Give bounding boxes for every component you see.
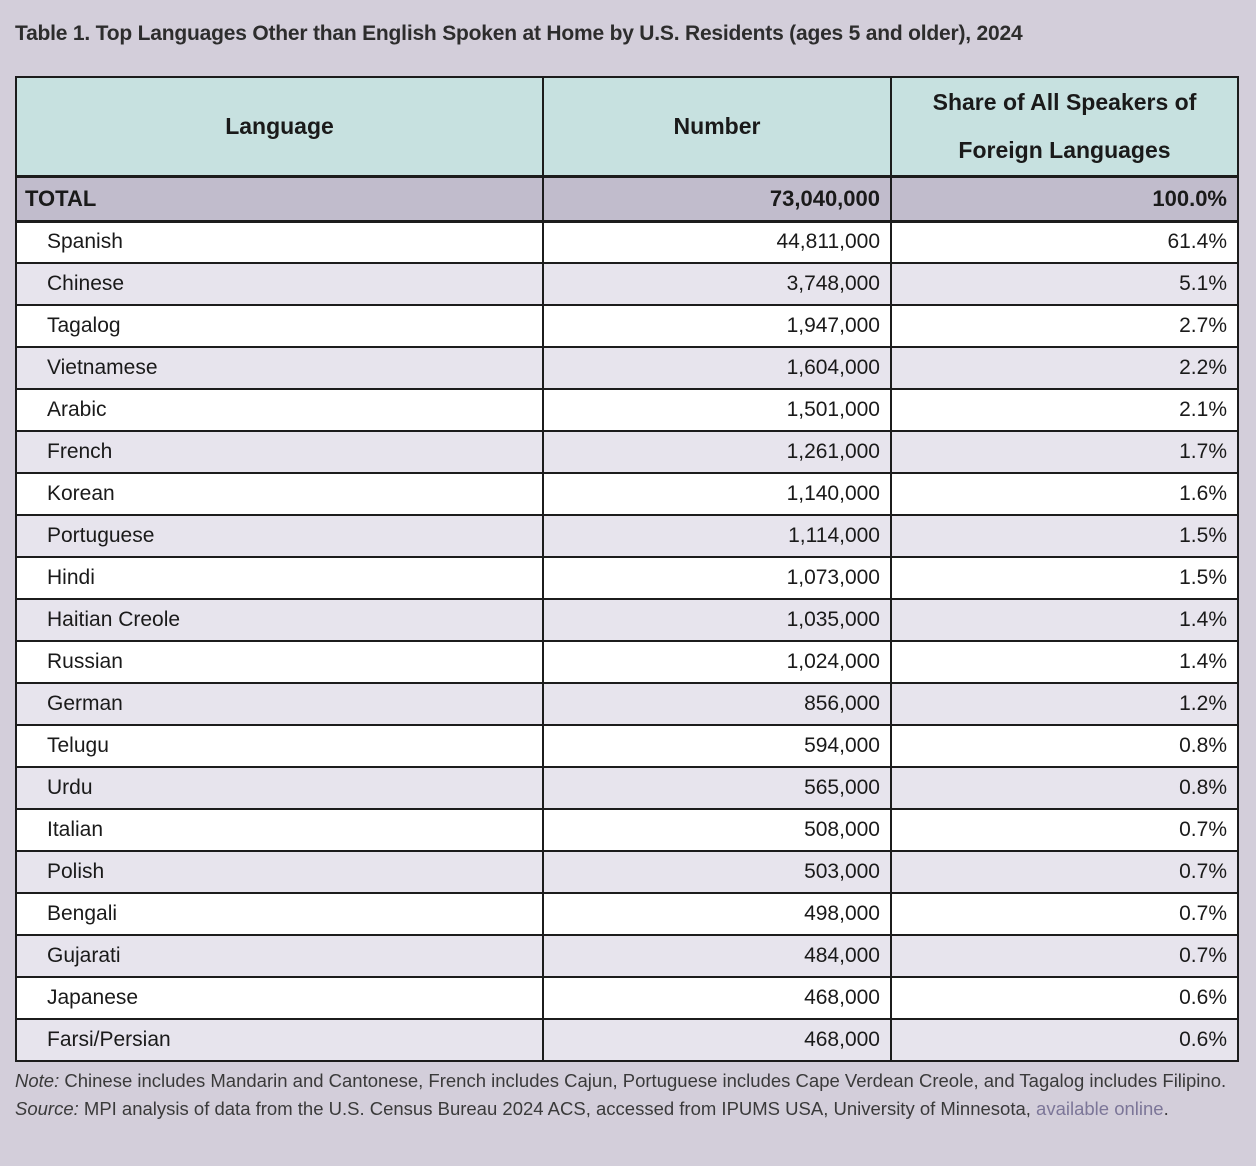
source-line: [15, 1095, 1241, 1123]
table-body: [16, 176, 1238, 1061]
language-cell: Haitian Creole: [16, 599, 543, 641]
number-cell: 1,140,000: [543, 473, 891, 515]
share-cell: 0.8%: [891, 767, 1238, 809]
table-row: [16, 515, 1238, 557]
language-cell: Urdu: [16, 767, 543, 809]
language-cell: Hindi: [16, 557, 543, 599]
number-cell: 503,000: [543, 851, 891, 893]
share-cell: 2.2%: [891, 347, 1238, 389]
number-cell: 484,000: [543, 935, 891, 977]
language-cell: Telugu: [16, 725, 543, 767]
share-cell: 1.4%: [891, 599, 1238, 641]
table-row: [16, 431, 1238, 473]
share-cell: 0.7%: [891, 893, 1238, 935]
share-cell: 0.6%: [891, 1019, 1238, 1061]
language-cell: Gujarati: [16, 935, 543, 977]
number-cell: 856,000: [543, 683, 891, 725]
table-row: [16, 725, 1238, 767]
language-cell: Japanese: [16, 977, 543, 1019]
number-cell: 468,000: [543, 1019, 891, 1061]
language-cell: Spanish: [16, 221, 543, 263]
total-number-cell: 73,040,000: [543, 176, 891, 221]
number-cell: 3,748,000: [543, 263, 891, 305]
table-row: [16, 1019, 1238, 1061]
table-row: [16, 599, 1238, 641]
total-row: [16, 176, 1238, 221]
source-text: MPI analysis of data from the U.S. Census Bureau 2024 ACS, accessed from IPUMS USA, University of Minnesota,: [78, 1098, 1037, 1120]
table-row: [16, 767, 1238, 809]
number-cell: 1,024,000: [543, 641, 891, 683]
number-cell: 498,000: [543, 893, 891, 935]
language-cell: Farsi/Persian: [16, 1019, 543, 1061]
note-text: Chinese includes Mandarin and Cantonese, French includes Cajun, Portuguese includes Cape Verdean Creole, and Tagalog includes Filipino.: [59, 1070, 1227, 1092]
languages-table: [15, 76, 1239, 1062]
share-cell: 5.1%: [891, 263, 1238, 305]
table-row: [16, 851, 1238, 893]
share-cell: 1.5%: [891, 515, 1238, 557]
number-cell: 594,000: [543, 725, 891, 767]
language-cell: Arabic: [16, 389, 543, 431]
number-cell: 1,073,000: [543, 557, 891, 599]
table-row: [16, 347, 1238, 389]
number-cell: 1,604,000: [543, 347, 891, 389]
number-cell: 1,035,000: [543, 599, 891, 641]
number-cell: 565,000: [543, 767, 891, 809]
source-label: Source:: [15, 1098, 79, 1120]
source-link[interactable]: available online: [1036, 1098, 1164, 1120]
table-row: [16, 809, 1238, 851]
number-cell: 1,947,000: [543, 305, 891, 347]
page-title: Table 1. Top Languages Other than English Spoken at Home by U.S. Residents (ages 5 and older), 2024: [15, 22, 1023, 45]
table-row: [16, 893, 1238, 935]
table-row: [16, 935, 1238, 977]
number-cell: 508,000: [543, 809, 891, 851]
total-share-cell: 100.0%: [891, 176, 1238, 221]
number-cell: 1,501,000: [543, 389, 891, 431]
language-cell: French: [16, 431, 543, 473]
source-link-period: .: [1163, 1098, 1169, 1120]
table-row: [16, 557, 1238, 599]
language-cell: Russian: [16, 641, 543, 683]
share-cell: 61.4%: [891, 221, 1238, 263]
language-cell: Italian: [16, 809, 543, 851]
number-cell: 1,114,000: [543, 515, 891, 557]
language-cell: Vietnamese: [16, 347, 543, 389]
col-header-share: Share of All Speakers of Foreign Languages: [891, 77, 1238, 176]
table-row: [16, 263, 1238, 305]
share-cell: 0.8%: [891, 725, 1238, 767]
note-line: [15, 1067, 1241, 1095]
share-cell: 0.7%: [891, 809, 1238, 851]
language-cell: Portuguese: [16, 515, 543, 557]
table-row: [16, 305, 1238, 347]
language-cell: Tagalog: [16, 305, 543, 347]
col-header-language: Language: [16, 77, 543, 176]
share-cell: 1.5%: [891, 557, 1238, 599]
table-row: [16, 473, 1238, 515]
table-row: [16, 683, 1238, 725]
col-header-number: Number: [543, 77, 891, 176]
share-cell: 2.7%: [891, 305, 1238, 347]
language-cell: Bengali: [16, 893, 543, 935]
number-cell: 1,261,000: [543, 431, 891, 473]
note-label: Note:: [15, 1070, 60, 1092]
number-cell: 468,000: [543, 977, 891, 1019]
table-footer: [15, 1067, 1241, 1123]
header-row: [16, 77, 1238, 176]
share-cell: 2.1%: [891, 389, 1238, 431]
language-cell: Korean: [16, 473, 543, 515]
share-cell: 0.6%: [891, 977, 1238, 1019]
share-cell: 0.7%: [891, 935, 1238, 977]
share-cell: 1.6%: [891, 473, 1238, 515]
table-row: [16, 389, 1238, 431]
share-cell: 0.7%: [891, 851, 1238, 893]
language-cell: Polish: [16, 851, 543, 893]
share-cell: 1.4%: [891, 641, 1238, 683]
share-cell: 1.2%: [891, 683, 1238, 725]
share-cell: 1.7%: [891, 431, 1238, 473]
language-cell: German: [16, 683, 543, 725]
table-row: [16, 221, 1238, 263]
number-cell: 44,811,000: [543, 221, 891, 263]
table-row: [16, 641, 1238, 683]
total-language-cell: TOTAL: [16, 176, 543, 221]
language-cell: Chinese: [16, 263, 543, 305]
table-row: [16, 977, 1238, 1019]
